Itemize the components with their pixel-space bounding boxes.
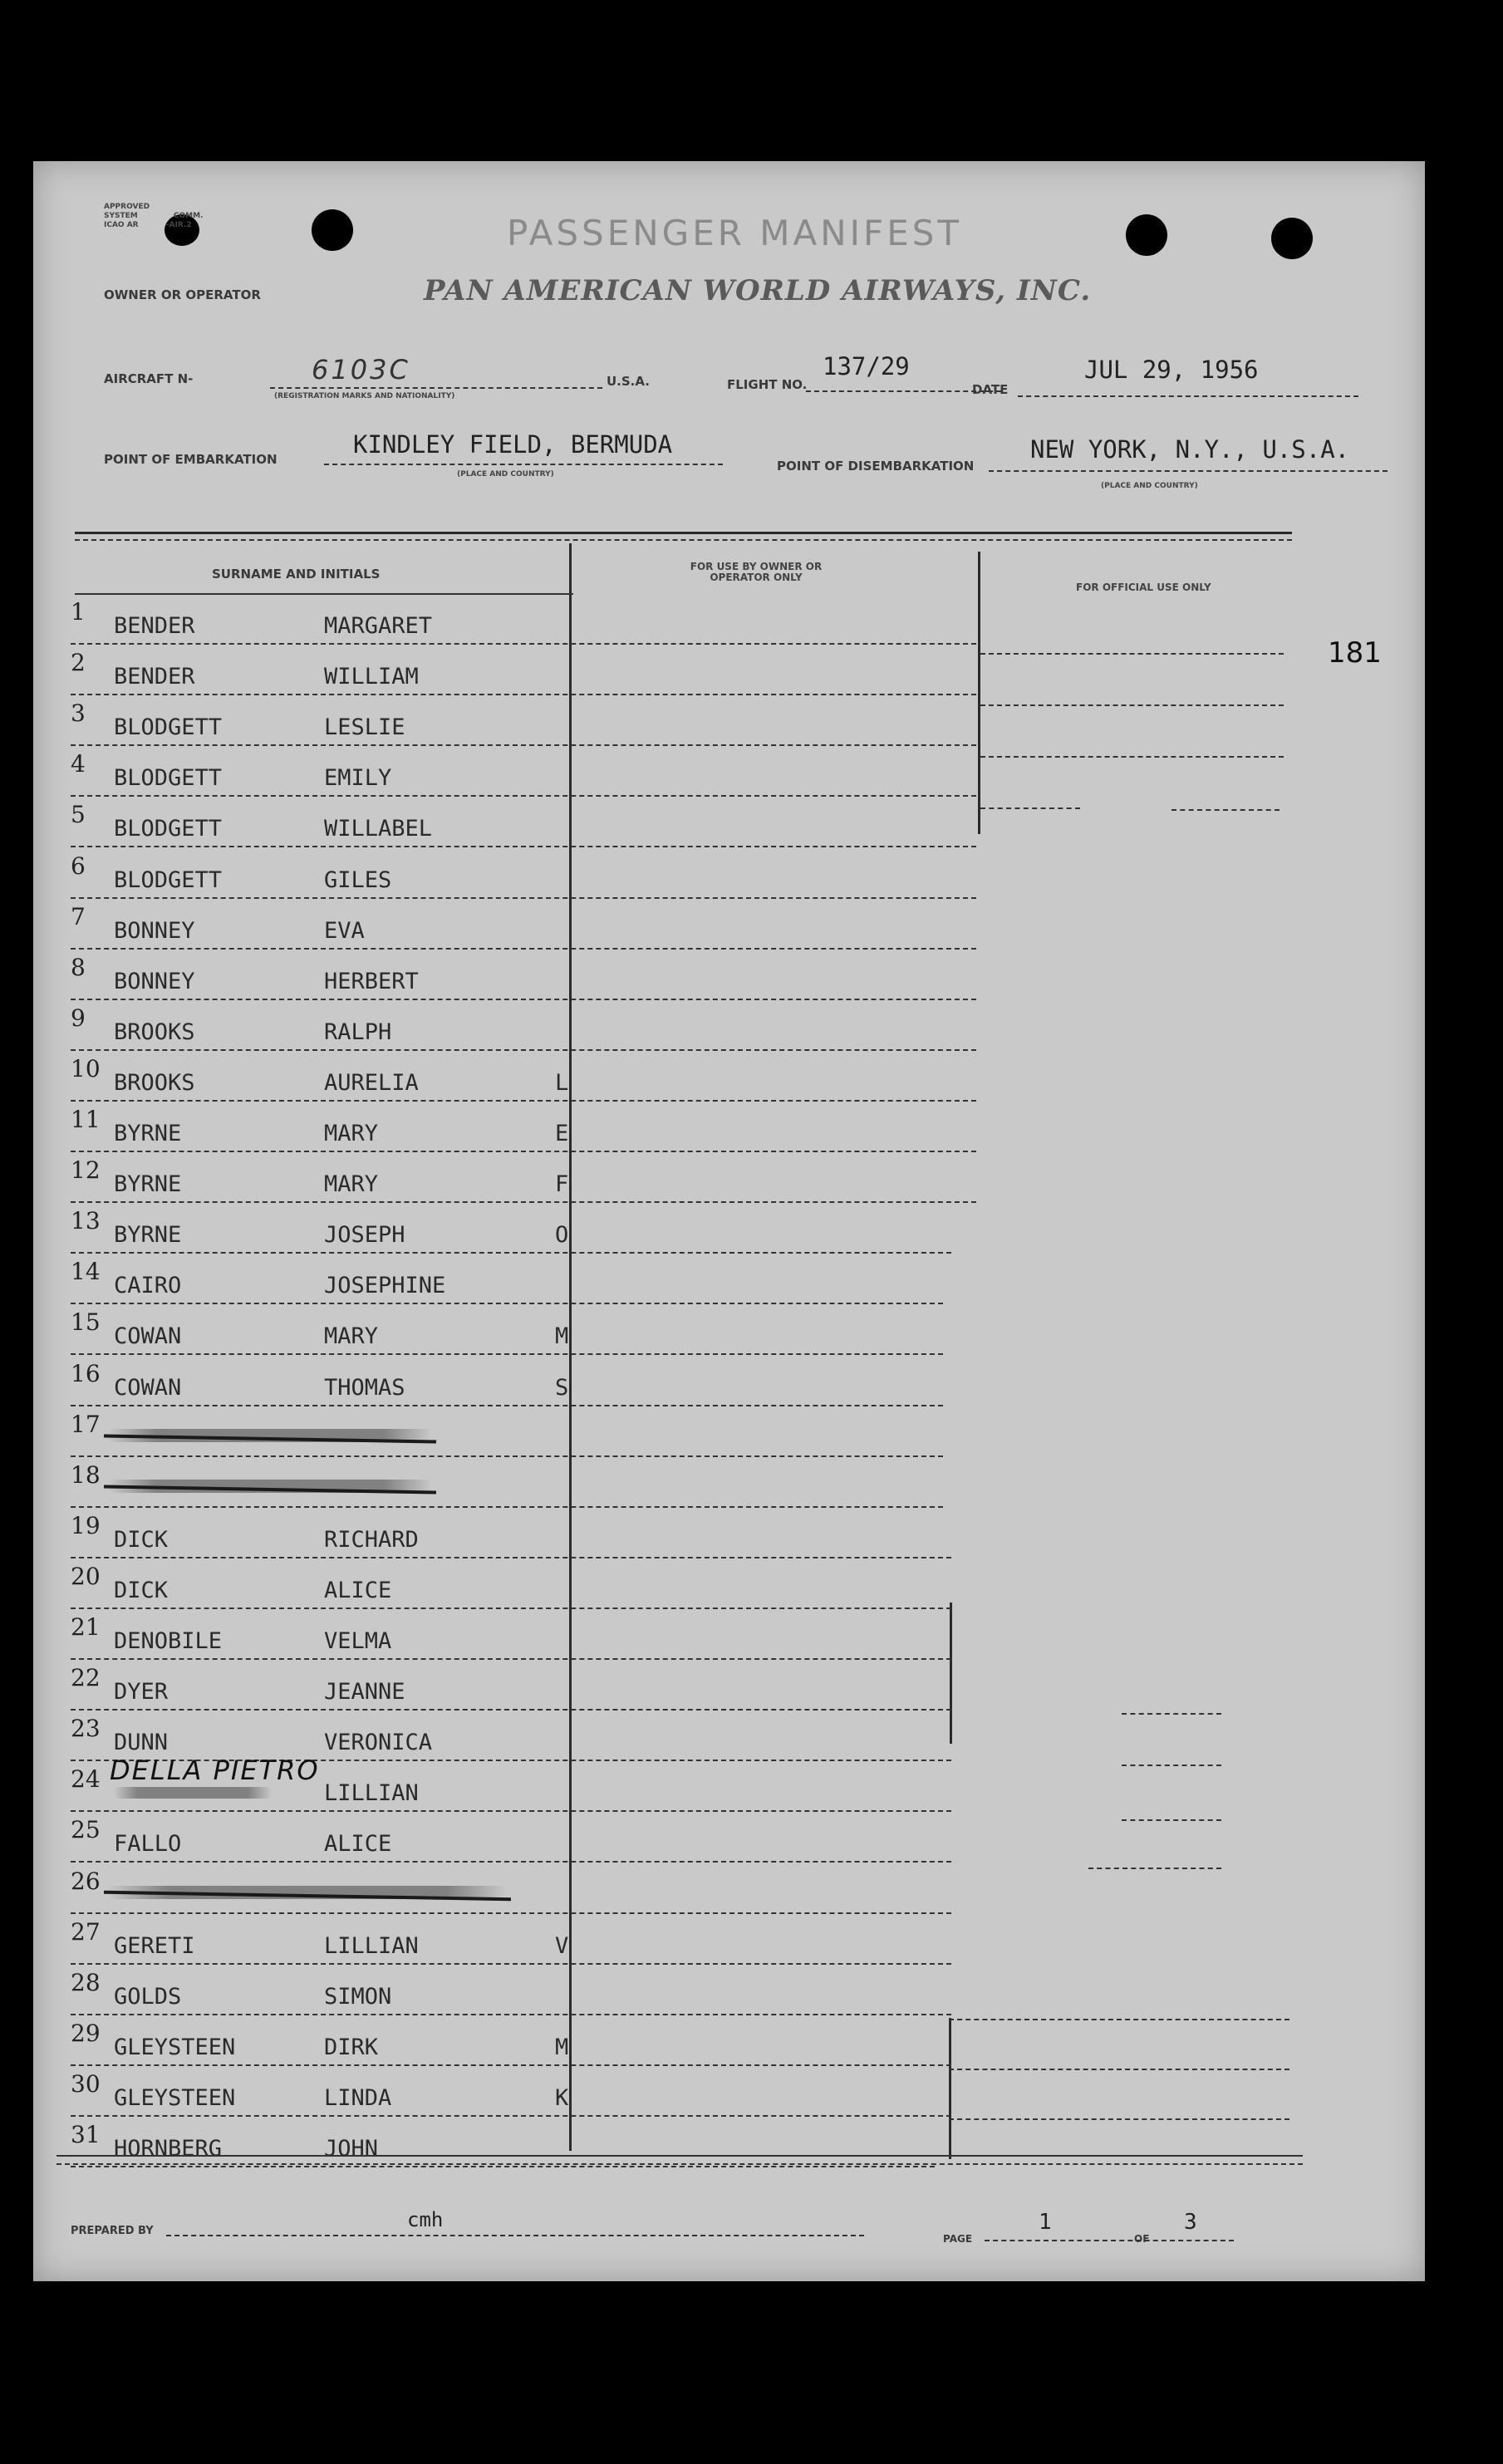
country-label: U.S.A.	[607, 374, 650, 389]
table-row	[71, 645, 985, 695]
passenger-surname: BLODGETT	[114, 765, 223, 792]
row-rule	[71, 795, 976, 797]
passenger-surname: DICK	[114, 1577, 169, 1603]
passenger-surname: COWAN	[114, 1323, 182, 1350]
page-value: 1	[1039, 2210, 1052, 2235]
row-number: 10	[71, 1054, 101, 1082]
passenger-given-name: HERBERT	[324, 968, 419, 994]
table-row	[71, 1509, 985, 1558]
official-line-6	[1122, 1713, 1221, 1715]
aircraft-label: AIRCRAFT N-	[104, 371, 194, 386]
table-row	[71, 1052, 985, 1102]
table-row	[71, 1864, 985, 1914]
passenger-surname: HORNBERG	[114, 2136, 223, 2162]
row-rule	[71, 846, 976, 847]
flight-value: 137/29	[823, 352, 910, 380]
passenger-surname: BENDER	[114, 664, 195, 690]
passenger-given-name: ALICE	[324, 1831, 392, 1858]
prepared-by-value: cmh	[407, 2208, 444, 2231]
row-number: 9	[71, 1004, 86, 1032]
table-row	[71, 849, 985, 899]
passenger-initial: F	[555, 1171, 569, 1198]
embarkation-label: POINT OF EMBARKATION	[104, 452, 278, 467]
form-title: PASSENGER MANIFEST	[507, 213, 963, 253]
official-line-12	[949, 2118, 1289, 2120]
passenger-given-name: JOHN	[324, 2136, 379, 2162]
row-number: 30	[71, 2069, 101, 2098]
passenger-surname: BLODGETT	[114, 816, 223, 842]
row-number: 7	[71, 902, 86, 930]
passenger-surname: DYER	[114, 1679, 169, 1706]
table-row	[71, 798, 985, 847]
disembarkation-sublabel: (PLACE AND COUNTRY)	[1101, 482, 1198, 490]
row-rule	[71, 1100, 976, 1102]
owner-value: PAN AMERICAN WORLD AIRWAYS, INC.	[424, 274, 1092, 307]
embarkation-value: KINDLEY FIELD, BERMUDA	[353, 430, 673, 459]
passenger-surname: DICK	[114, 1526, 169, 1553]
punch-hole-left	[312, 209, 353, 251]
column-header-official: FOR OFFICIAL USE ONLY	[1076, 582, 1211, 593]
passenger-surname: GLEYSTEEN	[114, 2084, 236, 2111]
aircraft-sublabel: (REGISTRATION MARKS AND NATIONALITY)	[274, 392, 455, 400]
passenger-initial: S	[555, 1374, 569, 1401]
row-rule	[71, 2064, 951, 2066]
row-number: 16	[71, 1359, 101, 1387]
table-row	[71, 1102, 985, 1152]
row-number: 4	[71, 750, 86, 778]
punch-hole-right-2	[1271, 218, 1313, 259]
row-number: 3	[71, 699, 86, 728]
table-row	[71, 595, 985, 645]
table-row	[71, 950, 985, 1000]
row-rule	[71, 1151, 976, 1152]
passenger-initial: V	[555, 1932, 569, 1959]
passenger-given-name: MARGARET	[324, 613, 433, 639]
passenger-surname: GERETI	[114, 1932, 195, 1959]
row-rule	[71, 1557, 951, 1558]
date-label: DATE	[972, 382, 1009, 397]
row-rule	[71, 1455, 943, 1457]
row-number: 22	[71, 1664, 101, 1692]
flight-label: FLIGHT NO.	[727, 377, 808, 392]
passenger-given-name: VERONICA	[324, 1730, 433, 1756]
official-line-11	[949, 2069, 1289, 2070]
row-rule	[71, 2014, 951, 2015]
table-row	[71, 1204, 985, 1254]
row-rule	[71, 1658, 951, 1660]
row-number: 17	[71, 1410, 101, 1438]
row-number: 19	[71, 1511, 101, 1539]
owner-label: OWNER OR OPERATOR	[104, 287, 261, 302]
row-number: 24	[71, 1765, 101, 1794]
row-number: 28	[71, 1968, 101, 1996]
passenger-given-name: AURELIA	[324, 1069, 419, 1096]
passenger-surname: DENOBILE	[114, 1628, 223, 1654]
row-rule	[71, 1709, 951, 1711]
passenger-given-name: VELMA	[324, 1628, 392, 1654]
row-number: 2	[71, 649, 86, 677]
row-rule	[71, 1607, 951, 1609]
table-row	[71, 1559, 985, 1609]
column-header-names: SURNAME AND INITIALS	[212, 567, 381, 582]
passenger-given-name: ALICE	[324, 1577, 392, 1603]
date-underline	[1018, 395, 1358, 397]
table-row	[71, 1661, 985, 1711]
row-number: 5	[71, 801, 86, 829]
passenger-given-name: EMILY	[324, 765, 392, 792]
embarkation-sublabel: (PLACE AND COUNTRY)	[457, 470, 554, 479]
passenger-surname: BYRNE	[114, 1171, 182, 1198]
table-row	[71, 1813, 985, 1863]
disembarkation-underline	[989, 470, 1388, 472]
table-row	[71, 2016, 985, 2066]
row-rule	[71, 1353, 943, 1355]
table-bottom-rule-1	[56, 2155, 1303, 2157]
row-rule	[71, 2115, 951, 2117]
table-row	[71, 1610, 985, 1660]
table-row	[71, 1357, 985, 1406]
row-rule	[71, 1506, 943, 1508]
row-number: 25	[71, 1816, 101, 1844]
passenger-given-name: LESLIE	[324, 714, 405, 741]
row-rule	[71, 1861, 951, 1863]
passenger-given-name: LILLIAN	[324, 1932, 419, 1959]
table-row	[71, 1001, 985, 1051]
page-label: PAGE	[943, 2233, 973, 2245]
official-line-3	[980, 756, 1284, 758]
row-rule	[71, 694, 976, 695]
passenger-given-name: WILLIAM	[324, 664, 419, 690]
row-rule	[71, 1049, 976, 1051]
disembarkation-value: NEW YORK, N.Y., U.S.A.	[1030, 435, 1350, 464]
passenger-given-name: RALPH	[324, 1018, 392, 1045]
row-number: 29	[71, 2019, 101, 2047]
manifest-sheet	[33, 161, 1425, 2281]
table-row	[71, 2118, 985, 2167]
row-number: 21	[71, 1613, 101, 1641]
prepared-by-label: PREPARED BY	[71, 2225, 154, 2237]
row-rule	[71, 1963, 951, 1965]
passenger-given-name: THOMAS	[324, 1374, 405, 1401]
overwritten-surname	[114, 1787, 272, 1799]
passenger-initial: O	[555, 1222, 569, 1249]
passenger-surname: FALLO	[114, 1831, 182, 1858]
passenger-surname: GLEYSTEEN	[114, 2034, 236, 2060]
row-rule	[71, 1405, 943, 1406]
row-rule	[71, 999, 976, 1000]
aircraft-underline	[270, 387, 602, 389]
table-row	[71, 1407, 985, 1457]
row-rule	[71, 1252, 951, 1254]
passenger-surname: BLODGETT	[114, 866, 223, 893]
passenger-given-name: JEANNE	[324, 1679, 405, 1706]
row-rule	[71, 744, 976, 746]
row-number: 8	[71, 953, 86, 981]
prepared-by-underline	[166, 2235, 864, 2236]
approval-line-2: SYSTEM COMM.	[104, 212, 204, 220]
approval-line-1: APPROVED	[104, 203, 150, 211]
table-row	[71, 1305, 985, 1355]
approval-line-3: ICAO AR -AIR.2	[104, 221, 192, 229]
aircraft-value: 6103C	[312, 354, 410, 385]
passenger-initial: K	[555, 2084, 569, 2111]
official-line-8	[1122, 1819, 1221, 1821]
official-line-9	[1088, 1868, 1221, 1869]
handwritten-surname: DELLA PIETRO	[110, 1755, 320, 1786]
row-number: 26	[71, 1867, 101, 1895]
row-number: 6	[71, 852, 86, 880]
passenger-surname: BYRNE	[114, 1222, 182, 1249]
passenger-given-name: LINDA	[324, 2084, 392, 2111]
embarkation-underline	[324, 464, 723, 465]
of-value: 3	[1184, 2210, 1197, 2235]
official-line-2	[980, 704, 1284, 706]
disembarkation-label: POINT OF DISEMBARKATION	[777, 459, 975, 474]
of-label: OF	[1134, 2233, 1150, 2245]
passenger-surname: BYRNE	[114, 1121, 182, 1146]
side-number: 181	[1328, 636, 1382, 670]
table-row	[71, 1458, 985, 1508]
row-rule	[71, 2166, 935, 2167]
row-number: 20	[71, 1562, 101, 1590]
table-bottom-rule-2	[56, 2163, 1303, 2165]
passenger-surname: COWAN	[114, 1374, 182, 1401]
passenger-surname: CAIRO	[114, 1273, 182, 1299]
row-number: 27	[71, 1917, 101, 1946]
passenger-given-name: MARY	[324, 1323, 379, 1350]
table-row	[71, 1153, 985, 1203]
official-line-5	[1171, 809, 1280, 811]
table-row	[71, 1966, 985, 2015]
passenger-surname: DUNN	[114, 1730, 169, 1756]
official-line-7	[1122, 1765, 1221, 1766]
passenger-given-name: DIRK	[324, 2034, 379, 2060]
passenger-given-name: SIMON	[324, 1983, 392, 2010]
row-rule	[71, 1912, 951, 1914]
passenger-given-name: RICHARD	[324, 1526, 419, 1553]
table-row	[71, 1915, 985, 1965]
column-header-owner: FOR USE BY OWNER OR OPERATOR ONLY	[690, 561, 823, 583]
row-number: 23	[71, 1715, 101, 1743]
passenger-initial: E	[555, 1121, 569, 1146]
table-row	[71, 747, 985, 797]
row-rule	[71, 1303, 943, 1304]
table-row	[71, 2067, 985, 2117]
row-number: 11	[71, 1106, 101, 1133]
passenger-given-name: EVA	[324, 917, 365, 944]
table-top-rule-1	[75, 532, 1292, 534]
row-number: 13	[71, 1207, 101, 1235]
row-rule	[71, 1810, 951, 1812]
row-rule	[71, 1201, 976, 1203]
row-number: 12	[71, 1156, 101, 1185]
row-rule	[71, 897, 976, 899]
passenger-given-name: MARY	[324, 1121, 379, 1146]
passenger-given-name: GILES	[324, 866, 392, 893]
passenger-surname: BONNEY	[114, 968, 195, 994]
approval-stamp	[104, 203, 203, 230]
row-rule	[71, 643, 976, 645]
table-top-rule-2	[75, 539, 1292, 541]
passenger-surname: GOLDS	[114, 1983, 182, 2010]
row-number: 14	[71, 1258, 101, 1286]
official-line-1	[980, 653, 1284, 655]
date-value: JUL 29, 1956	[1084, 356, 1259, 384]
row-number: 15	[71, 1308, 101, 1337]
passenger-given-name: WILLABEL	[324, 816, 433, 842]
official-line-10	[949, 2019, 1289, 2020]
passenger-given-name: LILLIAN	[324, 1780, 419, 1807]
row-number: 18	[71, 1460, 101, 1489]
passenger-initial: M	[555, 1323, 569, 1350]
passenger-surname: BONNEY	[114, 917, 195, 944]
passenger-given-name: JOSEPHINE	[324, 1273, 446, 1299]
passenger-given-name: JOSEPH	[324, 1222, 405, 1249]
passenger-surname: BROOKS	[114, 1018, 195, 1045]
page-underline	[985, 2240, 1234, 2241]
row-number: 31	[71, 2121, 101, 2148]
passenger-surname: BROOKS	[114, 1069, 195, 1096]
official-line-4	[980, 807, 1080, 809]
row-number: 1	[71, 598, 86, 626]
passenger-surname: BLODGETT	[114, 714, 223, 741]
row-rule	[71, 948, 976, 950]
punch-hole-right-1	[1126, 214, 1167, 256]
passenger-initial: L	[555, 1069, 569, 1096]
table-row	[71, 1254, 985, 1304]
passenger-given-name: MARY	[324, 1171, 379, 1198]
table-row	[71, 900, 985, 950]
table-row	[71, 696, 985, 746]
passenger-surname: BENDER	[114, 613, 195, 639]
passenger-initial: M	[555, 2034, 569, 2060]
